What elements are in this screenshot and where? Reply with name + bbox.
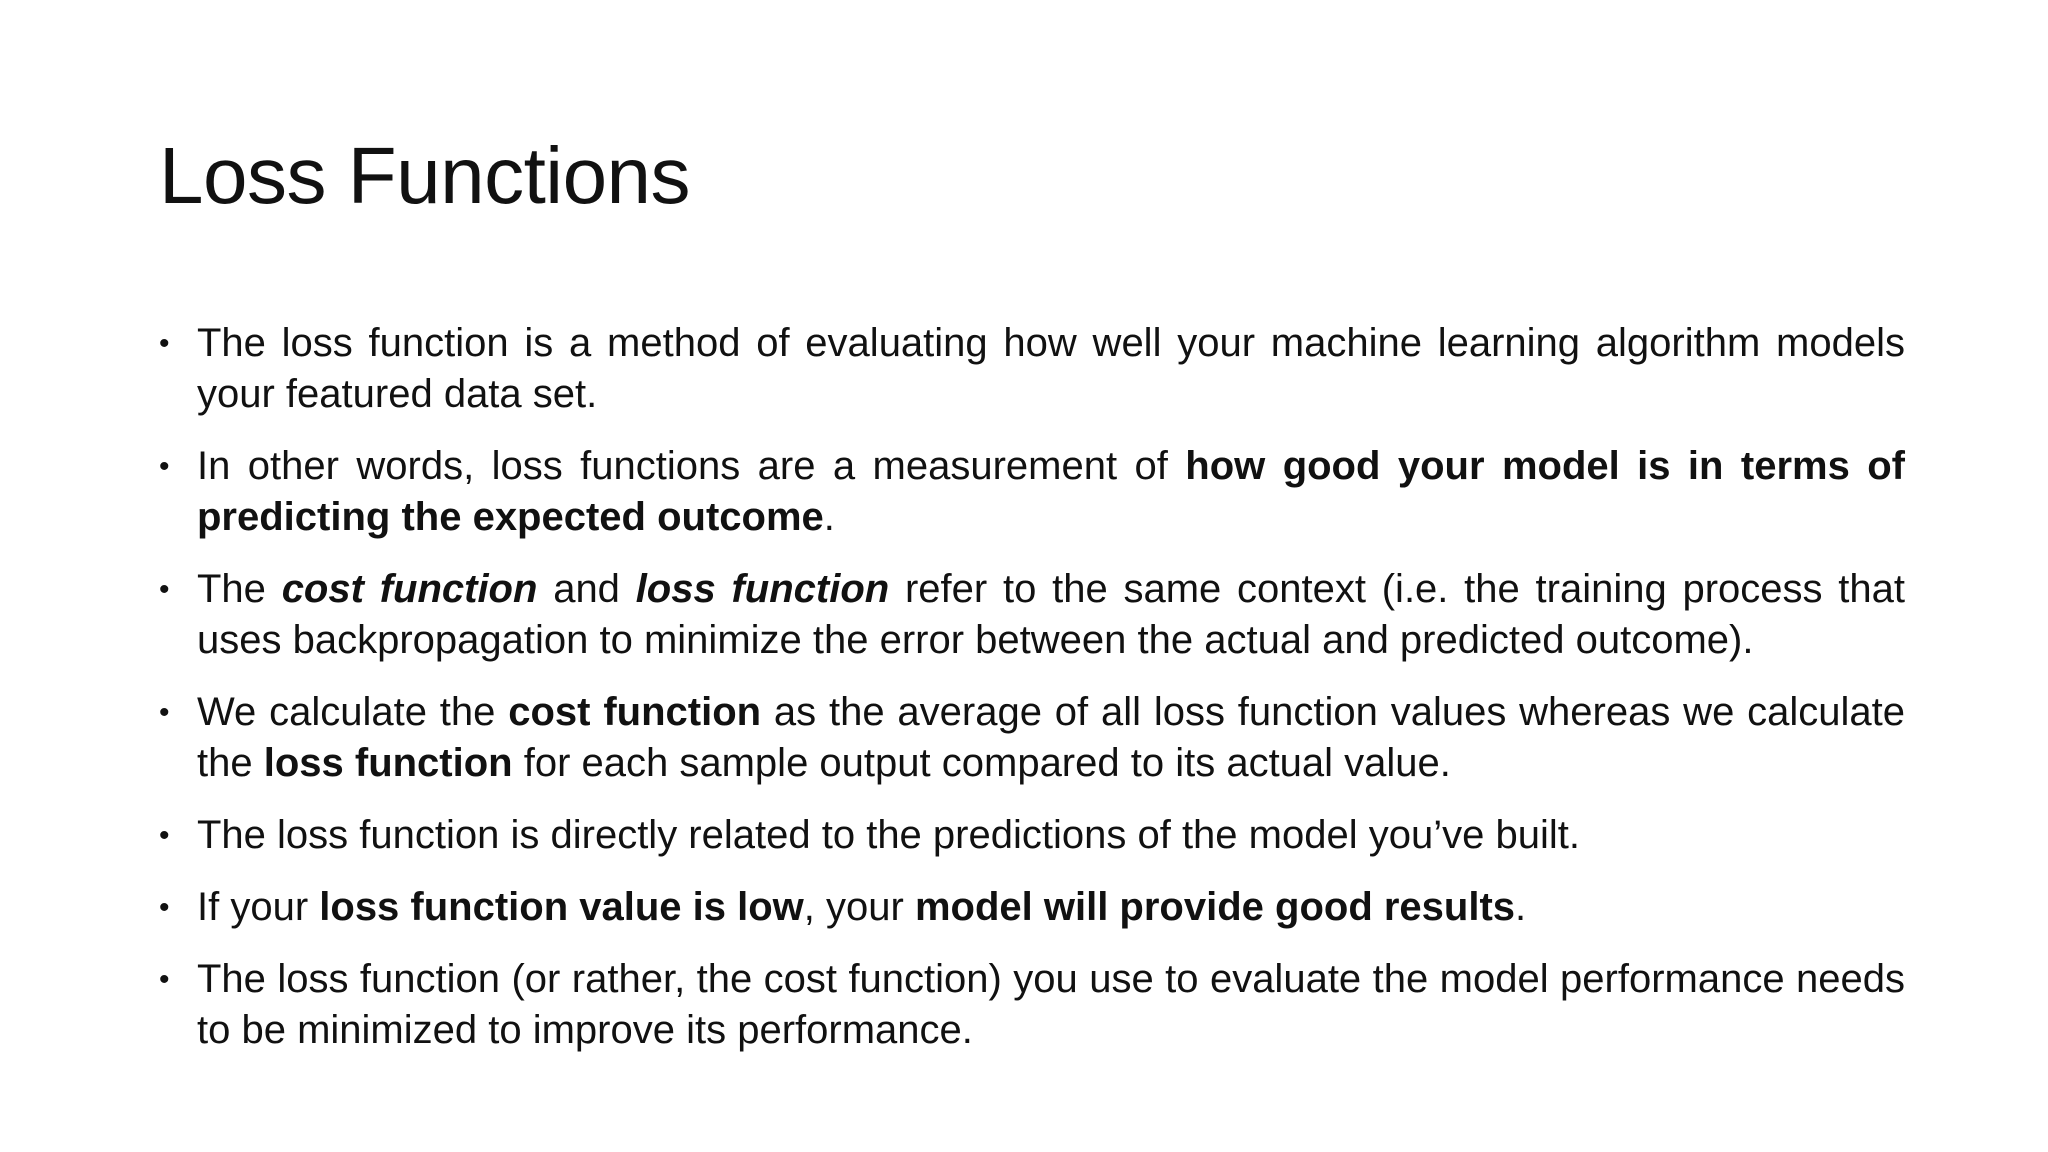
text-segment: In other words, loss functions are a measurement of <box>197 444 1186 488</box>
bullet-list <box>159 318 1905 1077</box>
text-segment: We calculate the <box>197 690 509 734</box>
text-segment: and <box>537 567 636 611</box>
bullet-text <box>197 813 1580 857</box>
bullet-item <box>159 882 1905 933</box>
bullet-point-icon: • <box>159 819 170 852</box>
bullet-text <box>197 690 1905 785</box>
bullet-text <box>197 444 1905 539</box>
bold-phrase: model will provide good results <box>914 885 1516 929</box>
text-segment: The loss function (or rather, the cost function) you use to evaluate the model performance needs to be minimized to improve its performance. <box>197 957 1905 1052</box>
bullet-text <box>197 321 1905 416</box>
bullet-point-icon: • <box>159 450 170 483</box>
bullet-item <box>159 687 1905 789</box>
text-segment: , your <box>803 885 915 929</box>
bold-phrase: loss function value is low <box>319 885 804 929</box>
bullet-point-icon: • <box>159 891 170 924</box>
text-segment: . <box>823 495 835 539</box>
bullet-item <box>159 441 1905 543</box>
bullet-text <box>197 885 1526 929</box>
bold-italic-phrase: loss function <box>635 567 890 611</box>
bold-phrase: loss function <box>263 741 513 785</box>
text-segment: . <box>1515 885 1527 929</box>
bullet-text <box>197 567 1905 662</box>
bullet-point-icon: • <box>159 696 170 729</box>
bullet-point-icon: • <box>159 327 170 360</box>
slide-title: Loss Functions <box>159 131 691 220</box>
text-segment: for each sample output compared to its actual value. <box>512 741 1451 785</box>
bullet-point-icon: • <box>159 963 170 996</box>
bullet-item <box>159 810 1905 861</box>
text-segment: as the average of all loss function values whereas we calculate the <box>197 690 1906 785</box>
bullet-item <box>159 564 1905 666</box>
bold-italic-phrase: cost function <box>281 567 538 611</box>
text-segment: refer to the same context (i.e. the training process that uses backpropagation to minimize the error between the actual and predicted outcome). <box>197 567 1906 662</box>
bullet-point-icon: • <box>159 573 170 606</box>
bullet-item <box>159 318 1905 420</box>
text-segment: The loss function is a method of evaluating how well your machine learning algorithm models your featured data set. <box>197 321 1905 416</box>
text-segment: The <box>197 567 282 611</box>
bullet-item <box>159 954 1905 1056</box>
bold-phrase: how good your model is in terms of predicting the expected outcome <box>197 444 1906 539</box>
text-segment: The loss function is directly related to the predictions of the model you’ve built. <box>197 813 1580 857</box>
text-segment: If your <box>197 885 320 929</box>
bullet-text <box>197 957 1905 1052</box>
bold-phrase: cost function <box>508 690 762 734</box>
